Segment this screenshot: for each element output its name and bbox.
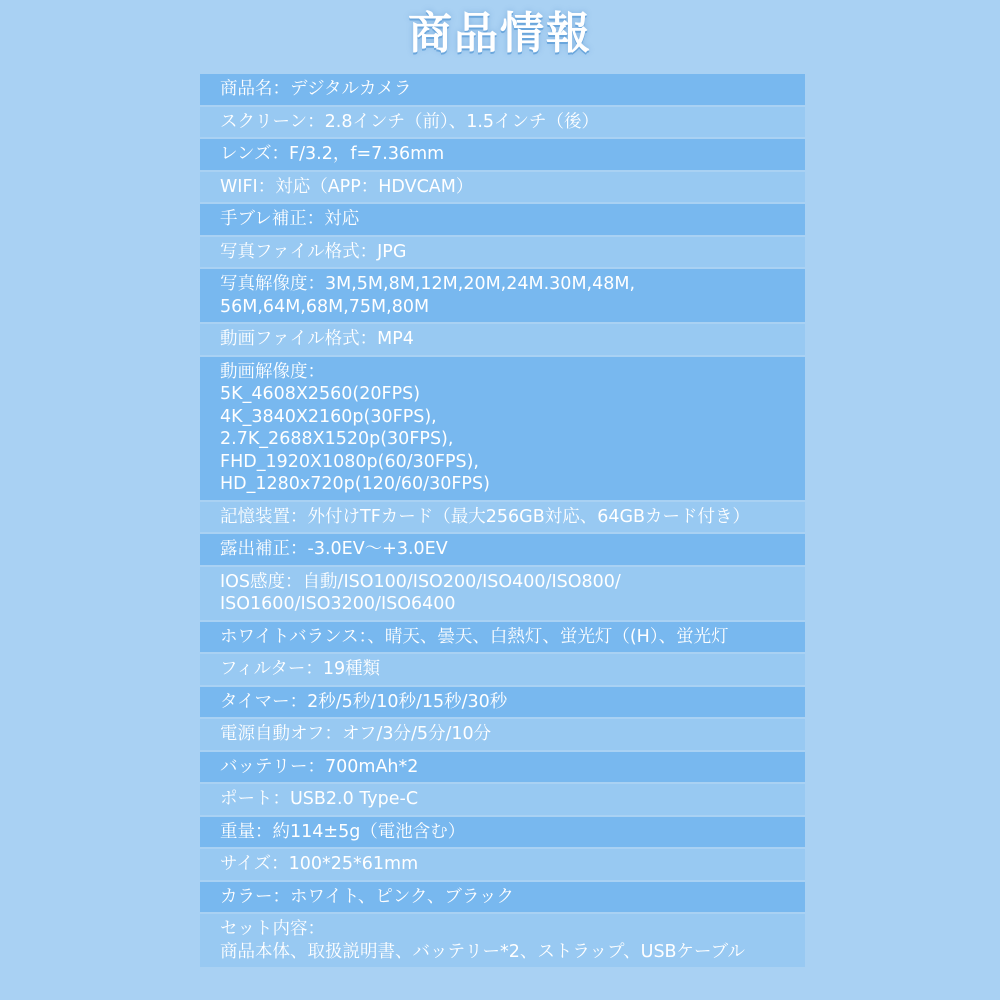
spec-row [200,567,805,620]
spec-row-text: 商品名：デジタルカメラ [220,79,412,99]
spec-row-text: 動画解像度： [220,361,325,382]
spec-row [200,817,805,848]
spec-row [200,719,805,750]
spec-row [200,687,805,718]
spec-row-text: 2.7K_2688X1520p(30FPS), [220,429,454,449]
spec-row-text: フィルター：19種類 [220,659,381,679]
spec-row-text: 5K_4608X2560(20FPS) [220,384,421,404]
spec-table [200,74,805,969]
spec-row-text: 商品本体、取扱説明書、バッテリー*2、ストラップ、USBケーブル [220,941,745,962]
spec-row [200,502,805,533]
page-title: 商品情報 [408,8,592,59]
spec-row [200,324,805,355]
spec-row-text: ポート：USB2.0 Type-C [220,789,419,809]
spec-row [200,204,805,235]
spec-row-text: 56M,64M,68M,75M,80M [220,296,430,317]
spec-row-text: IOS感度：自動/ISO100/ISO200/ISO400/ISO800/ [220,571,621,592]
spec-row-text: FHD_1920X1080p(60/30FPS), [220,451,479,472]
spec-row [200,882,805,913]
spec-row-text: 重量：約114±5g（電池含む） [220,821,466,842]
spec-row-text: 写真ファイル格式：JPG [220,241,407,262]
spec-row-text: バッテリー：700mAh*2 [220,756,419,777]
spec-row [200,74,805,105]
spec-row-text: ISO1600/ISO3200/ISO6400 [220,594,456,614]
spec-row-text: レンズ：F/3.2，f=7.36mm [220,144,445,164]
spec-row-text: 手ブレ補正：対応 [220,209,360,229]
spec-row-text: HD_1280x720p(120/60/30FPS) [220,474,490,494]
spec-row-text: ホワイトバランス：、晴天、曇天、白熱灯、蛍光灯（(H）、蛍光灯 [220,626,729,647]
spec-row [200,534,805,565]
spec-row-text: WIFI：対応（APP：HDVCAM） [220,176,474,197]
spec-row [200,237,805,268]
spec-row-text: タイマー：2秒/5秒/10秒/15秒/30秒 [220,691,508,712]
spec-row [200,269,805,322]
spec-row-text: 露出補正：-3.0EV～+3.0EV [220,539,448,559]
spec-row [200,654,805,685]
spec-row [200,357,805,500]
spec-row-text: スクリーン：2.8インチ（前）、1.5インチ（後） [220,111,600,132]
spec-row-text: カラー：ホワイト、ピンク、ブラック [220,886,514,907]
spec-row-text: 電源自動オフ：オフ/3分/5分/10分 [220,724,492,744]
spec-row [200,752,805,783]
spec-row [200,914,805,967]
spec-row-text: セット内容： [220,919,325,939]
spec-row [200,139,805,170]
spec-row [200,622,805,653]
spec-row-text: 写真解像度：3M,5M,8M,12M,20M,24M.30M,48M, [220,274,636,294]
spec-row [200,849,805,880]
spec-row [200,784,805,815]
spec-row-text: サイズ：100*25*61mm [220,854,419,874]
spec-row [200,107,805,138]
spec-row-text: 記憶装置：外付けTFカード（最大256GB対応、64GBカード付き） [220,506,751,527]
spec-row-text: 動画ファイル格式：MP4 [220,329,414,349]
spec-row-text: 4K_3840X2160p(30FPS), [220,406,437,427]
spec-row [200,172,805,203]
